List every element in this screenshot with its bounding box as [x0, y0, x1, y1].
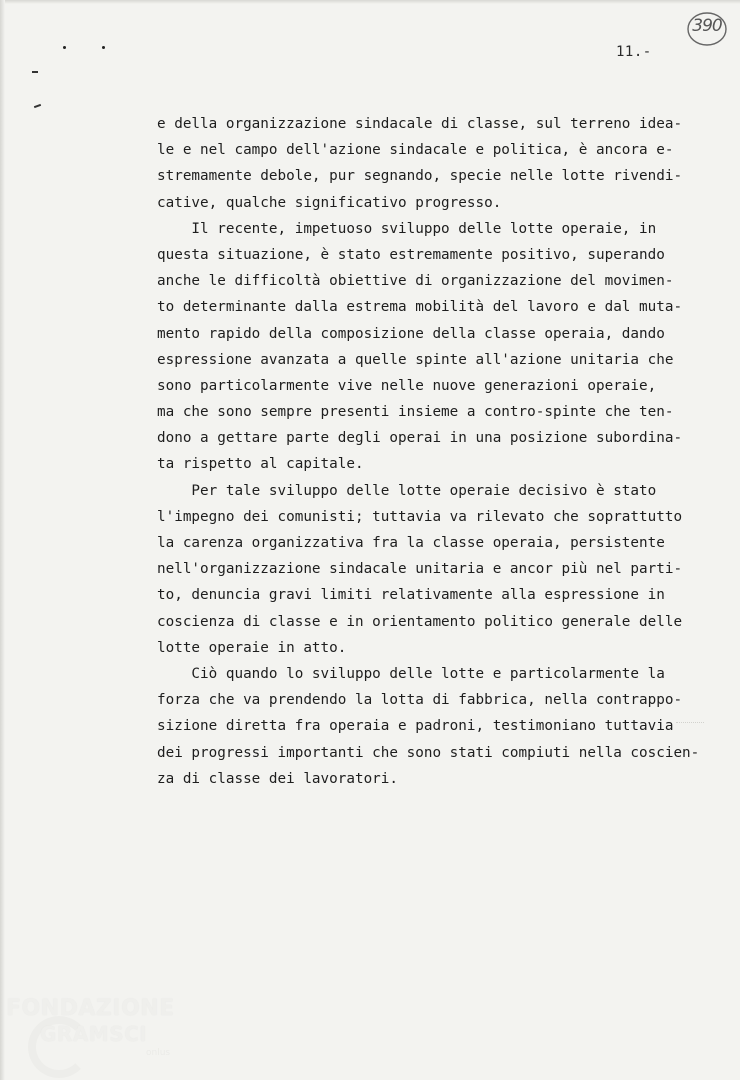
text-line: sono particolarmente vive nelle nuove generazioni operaie, — [157, 377, 657, 394]
text-line: forza che va prendendo la lotta di fabbrica, nella contrappo- — [157, 692, 683, 709]
scan-speck — [63, 46, 66, 49]
text-line: le e nel campo dell'azione sindacale e politica, è ancora e- — [157, 142, 674, 159]
scan-mark — [34, 104, 41, 108]
text-line: la carenza organizzativa fra la classe operaia, persistente — [157, 535, 665, 551]
archive-number: 390 — [692, 16, 722, 36]
text-line: sizione diretta fra operaia e padroni, testimoniano tuttavia — [157, 718, 674, 735]
text-line: dono a gettare parte degli operai in una posizione subordina- — [157, 430, 683, 447]
text-line: e della organizzazione sindacale di classe, sul terreno idea- — [157, 116, 683, 132]
fondazione-gramsci-watermark — [6, 996, 196, 1072]
text-line: za di classe dei lavoratori. — [157, 770, 399, 787]
archive-number-stamp — [686, 10, 728, 48]
scan-edge-top — [0, 0, 740, 4]
text-line: anche le difficoltà obiettive di organizzazione del movimen- — [157, 273, 674, 290]
watermark-line1: FONDAZIONE — [6, 996, 175, 1021]
text-line: to determinante dalla estrema mobilità del lavoro e dal muta- — [157, 299, 683, 316]
text-line: stremamente debole, pur segnando, specie nelle lotte rivendi- — [157, 168, 683, 185]
text-line: espressione avanzata a quelle spinte all'azione unitaria che — [157, 351, 674, 368]
text-line: to, denuncia gravi limiti relativamente alla espressione in — [157, 587, 665, 604]
text-line: Il recente, impetuoso sviluppo delle lotte operaie, in — [157, 220, 657, 237]
watermark-small: onlus — [146, 1048, 171, 1058]
text-line: l'impegno dei comunisti; tuttavia va rilevato che soprattutto — [157, 508, 683, 525]
text-line: lotte operaie in atto. — [157, 639, 347, 656]
typewritten-body — [157, 111, 717, 792]
text-line: mento rapido della composizione della classe operaia, dando — [157, 325, 665, 342]
text-line: ma che sono sempre presenti insieme a contro-spinte che ten- — [157, 404, 674, 421]
text-line: cative, qualche significativo progresso. — [157, 194, 502, 211]
text-line: questa situazione, è stato estremamente positivo, superando — [157, 246, 665, 263]
text-line: nell'organizzazione sindacale unitaria e ancor più nel parti- — [157, 561, 683, 578]
text-line: dei progressi importanti che sono stati compiuti nella coscien- — [157, 744, 700, 761]
text-line: ta rispetto al capitale. — [157, 456, 364, 473]
text-line: coscienza di classe e in orientamento politico generale delle — [157, 613, 683, 630]
scan-speck — [102, 46, 105, 49]
page-number: 11.- — [616, 44, 652, 60]
watermark-line2: GRAMSCI — [40, 1022, 148, 1046]
faint-pencil-mark — [676, 722, 704, 733]
text-line: Ciò quando lo sviluppo delle lotte e particolarmente la — [157, 665, 665, 682]
scan-mark — [32, 71, 38, 73]
text-line: Per tale sviluppo delle lotte operaie decisivo è stato — [157, 482, 657, 499]
scan-edge-left — [0, 0, 5, 1080]
